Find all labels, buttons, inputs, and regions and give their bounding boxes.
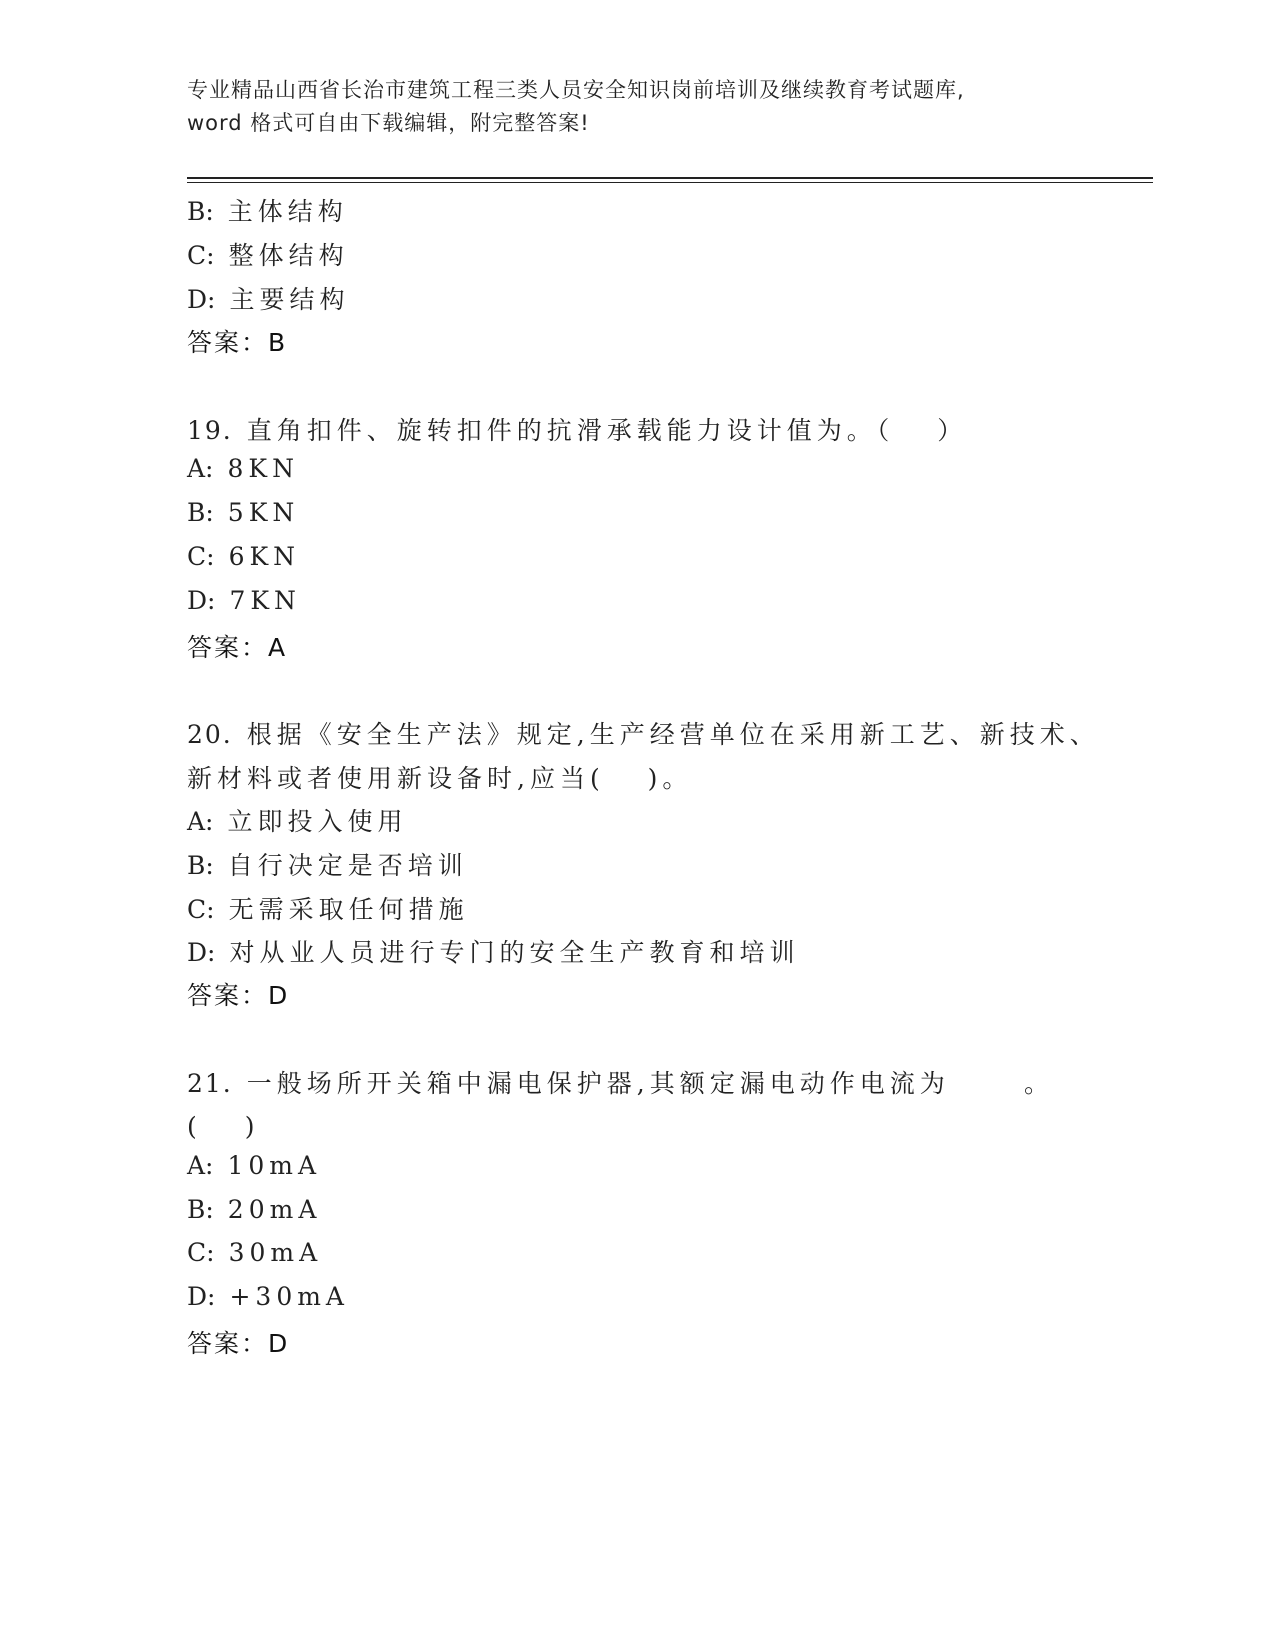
q21-option-a: A: 10mA xyxy=(187,1151,322,1180)
q19-option-b: B: 5KN xyxy=(187,498,300,527)
q21-option-d: D: +30mA xyxy=(187,1282,349,1311)
q20-question-line-2: 新材料或者使用新设备时,应当( )。 xyxy=(187,764,693,793)
header-rule-thick xyxy=(187,177,1153,179)
q21-option-c: C: 30mA xyxy=(187,1238,323,1267)
q18-option-d: D: 主要结构 xyxy=(187,285,350,314)
q20-option-d: D: 对从业人员进行专门的安全生产教育和培训 xyxy=(187,938,800,967)
document-header xyxy=(187,74,1087,140)
q21-question-end-mark: 。 xyxy=(1024,1069,1055,1098)
header-line-2: word 格式可自由下载编辑，附完整答案! xyxy=(187,111,590,135)
q18-option-b: B: 主体结构 xyxy=(187,197,348,226)
q20-option-c: C: 无需采取任何措施 xyxy=(187,895,469,924)
q21-question-line-1: 21. 一般场所开关箱中漏电保护器,其额定漏电动作电流为 xyxy=(187,1069,950,1098)
q19-option-a: A: 8KN xyxy=(187,454,299,483)
q20-option-a: A: 立即投入使用 xyxy=(187,807,408,836)
q21-answer: 答案：D xyxy=(187,1329,290,1358)
header-rule-thin xyxy=(187,182,1153,183)
q19-question: 19. 直角扣件、旋转扣件的抗滑承载能力设计值为。（ ） xyxy=(187,416,968,445)
q20-question-line-1: 20. 根据《安全生产法》规定,生产经营单位在采用新工艺、新技术、 xyxy=(187,720,1100,749)
q20-option-b: B: 自行决定是否培训 xyxy=(187,851,468,880)
header-line-1: 专业精品山西省长治市建筑工程三类人员安全知识岗前培训及继续教育考试题库, xyxy=(187,78,965,102)
q19-option-c: C: 6KN xyxy=(187,542,301,571)
q18-option-c: C: 整体结构 xyxy=(187,241,349,270)
q19-answer: 答案：A xyxy=(187,633,288,662)
q20-answer: 答案：D xyxy=(187,981,290,1010)
q19-option-d: D: 7KN xyxy=(187,586,301,615)
q21-question-line-2: ( ) xyxy=(187,1112,260,1141)
q21-option-b: B: 20mA xyxy=(187,1195,322,1224)
q18-answer: 答案：B xyxy=(187,328,288,357)
